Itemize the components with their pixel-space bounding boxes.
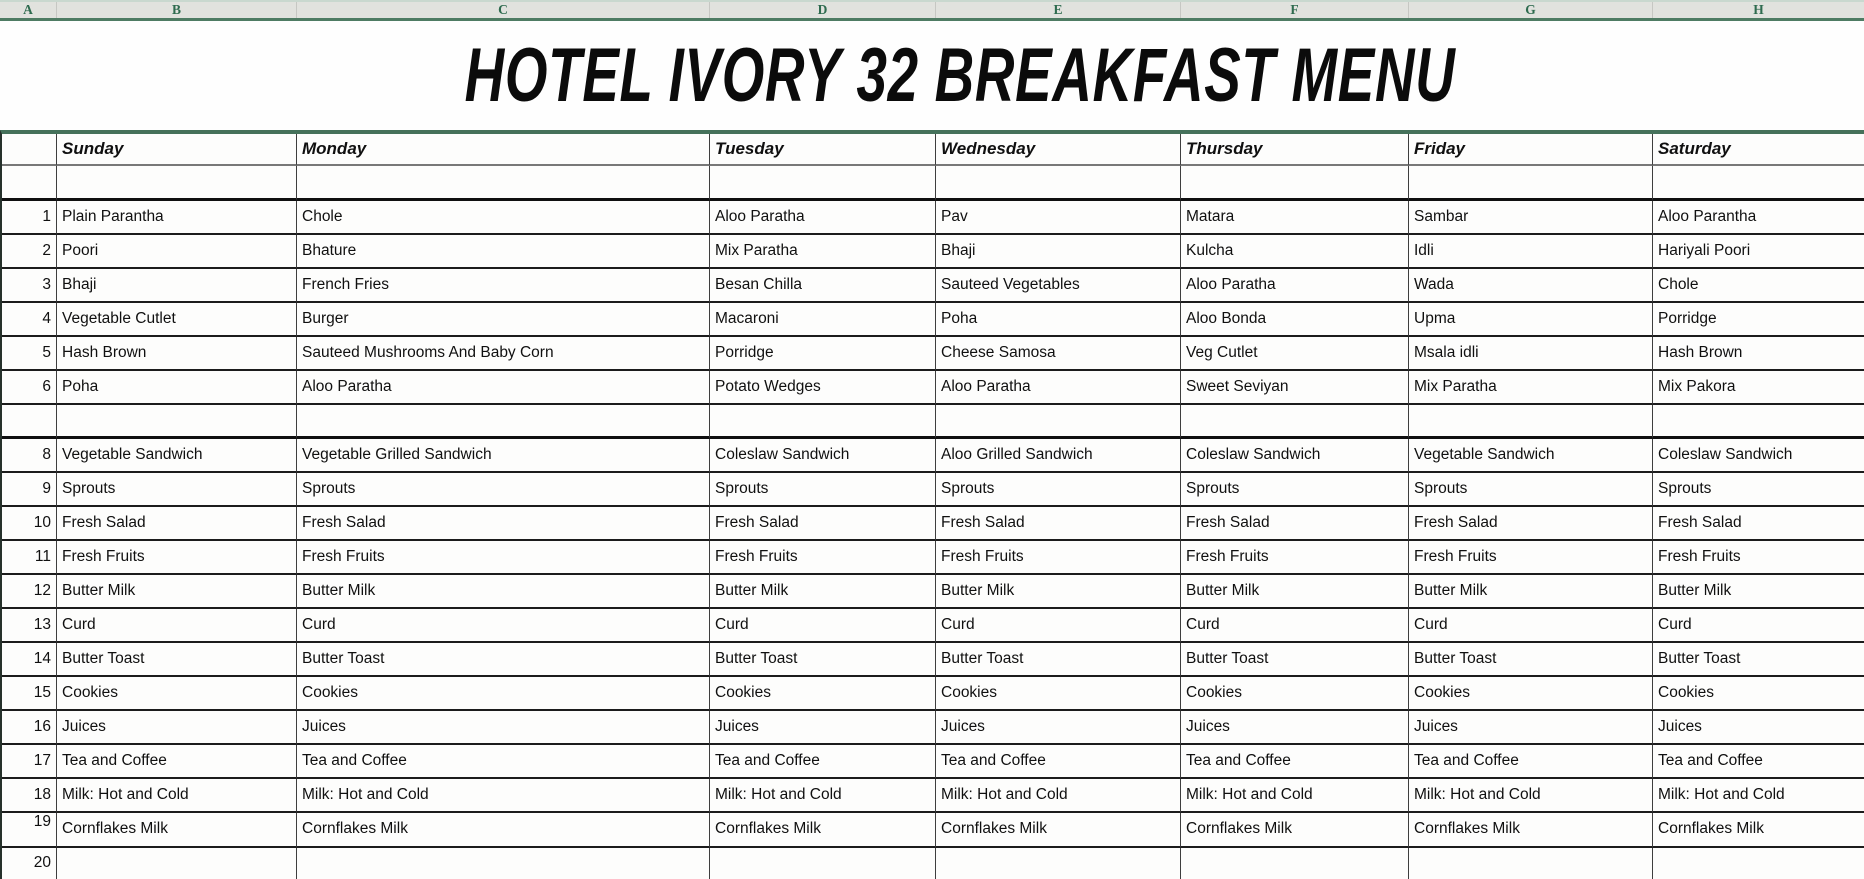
menu-cell[interactable]: Poori (57, 235, 297, 269)
menu-cell[interactable]: Milk: Hot and Cold (57, 779, 297, 813)
menu-cell[interactable]: Tea and Coffee (1181, 745, 1409, 779)
menu-cell[interactable]: Tea and Coffee (710, 745, 936, 779)
day-header-cell-friday[interactable]: Friday (1409, 134, 1653, 166)
menu-cell[interactable]: Cornflakes Milk (1653, 813, 1864, 848)
menu-cell[interactable]: Vegetable Sandwich (1409, 439, 1653, 473)
menu-cell[interactable] (936, 166, 1181, 201)
table-row (2, 711, 1864, 745)
menu-cell[interactable]: Sprouts (1653, 473, 1864, 507)
menu-cell[interactable]: Tea and Coffee (297, 745, 710, 779)
menu-cell[interactable]: Vegetable Grilled Sandwich (297, 439, 710, 473)
menu-cell[interactable]: Cookies (1409, 677, 1653, 711)
menu-cell[interactable]: Porridge (1653, 303, 1864, 337)
table-row (2, 643, 1864, 677)
day-header-cell-tuesday[interactable]: Tuesday (710, 134, 936, 166)
row-number-cell[interactable]: 11 (2, 541, 57, 575)
menu-cell[interactable]: Butter Toast (710, 643, 936, 677)
menu-cell[interactable] (297, 405, 710, 439)
row-number-cell[interactable] (2, 134, 57, 166)
day-header-row (2, 134, 1864, 166)
menu-cell[interactable]: Sweet Seviyan (1181, 371, 1409, 405)
table-row (2, 371, 1864, 405)
menu-cell[interactable]: Bhature (297, 235, 710, 269)
row-number-cell[interactable]: 16 (2, 711, 57, 745)
menu-cell[interactable]: Juices (710, 711, 936, 745)
menu-cell[interactable]: Butter Milk (1653, 575, 1864, 609)
menu-cell[interactable]: Kulcha (1181, 235, 1409, 269)
menu-cell[interactable] (57, 848, 297, 879)
menu-cell[interactable] (1181, 405, 1409, 439)
table-row (2, 541, 1864, 575)
menu-cell[interactable]: Butter Milk (710, 575, 936, 609)
menu-cell[interactable]: Milk: Hot and Cold (297, 779, 710, 813)
table-row (2, 677, 1864, 711)
menu-cell[interactable]: Milk: Hot and Cold (936, 779, 1181, 813)
menu-cell[interactable]: Sprouts (297, 473, 710, 507)
menu-cell[interactable]: Bhaji (57, 269, 297, 303)
menu-cell[interactable]: Hash Brown (1653, 337, 1864, 371)
menu-cell[interactable]: Cookies (57, 677, 297, 711)
menu-cell[interactable]: Veg Cutlet (1181, 337, 1409, 371)
table-row (2, 813, 1864, 848)
menu-cell[interactable]: Sprouts (936, 473, 1181, 507)
menu-cell[interactable]: Aloo Bonda (1181, 303, 1409, 337)
menu-cell[interactable]: Butter Milk (297, 575, 710, 609)
menu-cell[interactable] (297, 166, 710, 201)
menu-cell[interactable]: Tea and Coffee (1653, 745, 1864, 779)
row-number-cell[interactable]: 2 (2, 235, 57, 269)
menu-cell[interactable] (936, 848, 1181, 879)
menu-cell[interactable]: Curd (297, 609, 710, 643)
table-row (2, 848, 1864, 879)
menu-cell[interactable]: Cookies (710, 677, 936, 711)
table-row (2, 201, 1864, 235)
menu-cell[interactable]: Juices (297, 711, 710, 745)
menu-cell[interactable]: Cornflakes Milk (1181, 813, 1409, 848)
menu-cell[interactable]: Cornflakes Milk (710, 813, 936, 848)
menu-cell[interactable]: Butter Toast (936, 643, 1181, 677)
menu-cell[interactable]: Cornflakes Milk (297, 813, 710, 848)
menu-cell[interactable]: Sprouts (710, 473, 936, 507)
menu-cell[interactable]: Aloo Paratha (710, 201, 936, 235)
row-number-cell[interactable]: 17 (2, 745, 57, 779)
column-header-F[interactable]: F (1181, 2, 1409, 18)
menu-cell[interactable] (1653, 848, 1864, 879)
menu-cell[interactable]: Fresh Salad (1653, 507, 1864, 541)
row-number-cell[interactable]: 19 (2, 813, 57, 848)
menu-cell[interactable]: Mix Pakora (1653, 371, 1864, 405)
menu-cell[interactable]: Matara (1181, 201, 1409, 235)
menu-cell[interactable]: Juices (936, 711, 1181, 745)
table-row (2, 303, 1864, 337)
row-number-cell[interactable]: 8 (2, 439, 57, 473)
menu-cell[interactable]: Fresh Fruits (57, 541, 297, 575)
menu-cell[interactable]: Sprouts (1181, 473, 1409, 507)
menu-cell[interactable]: Besan Chilla (710, 269, 936, 303)
menu-cell[interactable]: Pav (936, 201, 1181, 235)
menu-cell[interactable]: Msala idli (1409, 337, 1653, 371)
menu-cell[interactable]: Milk: Hot and Cold (1409, 779, 1653, 813)
menu-cell[interactable]: Butter Toast (57, 643, 297, 677)
menu-cell[interactable]: Fresh Fruits (710, 541, 936, 575)
menu-cell[interactable]: Butter Toast (297, 643, 710, 677)
menu-cell[interactable]: Macaroni (710, 303, 936, 337)
menu-cell[interactable] (710, 848, 936, 879)
menu-cell[interactable]: Upma (1409, 303, 1653, 337)
table-row (2, 745, 1864, 779)
menu-cell[interactable]: Sauteed Mushrooms And Baby Corn (297, 337, 710, 371)
breakfast-menu-table (0, 130, 1864, 879)
menu-cell[interactable]: Aloo Paratha (297, 371, 710, 405)
menu-cell[interactable]: Milk: Hot and Cold (1181, 779, 1409, 813)
menu-cell[interactable]: Sprouts (1409, 473, 1653, 507)
row-number-cell[interactable] (2, 405, 57, 439)
menu-cell[interactable]: Butter Milk (57, 575, 297, 609)
menu-cell[interactable]: Fresh Fruits (1653, 541, 1864, 575)
menu-cell[interactable]: Fresh Salad (1181, 507, 1409, 541)
table-row (2, 439, 1864, 473)
menu-cell[interactable]: Porridge (710, 337, 936, 371)
menu-cell[interactable]: Sauteed Vegetables (936, 269, 1181, 303)
row-number-cell[interactable]: 20 (2, 848, 57, 879)
menu-cell[interactable]: Fresh Salad (710, 507, 936, 541)
menu-cell[interactable]: Aloo Grilled Sandwich (936, 439, 1181, 473)
day-header-cell-monday[interactable]: Monday (297, 134, 710, 166)
menu-cell[interactable]: Hariyali Poori (1653, 235, 1864, 269)
menu-cell[interactable]: Cornflakes Milk (936, 813, 1181, 848)
row-number-cell[interactable]: 10 (2, 507, 57, 541)
column-header-H[interactable]: H (1753, 2, 1764, 18)
menu-cell[interactable]: Juices (57, 711, 297, 745)
menu-cell[interactable]: Poha (57, 371, 297, 405)
menu-cell[interactable]: Milk: Hot and Cold (710, 779, 936, 813)
menu-cell[interactable]: Butter Milk (1409, 575, 1653, 609)
menu-cell[interactable]: Chole (1653, 269, 1864, 303)
table-row (2, 235, 1864, 269)
column-header-E[interactable]: E (936, 2, 1181, 18)
menu-cell[interactable]: Curd (1181, 609, 1409, 643)
menu-cell[interactable]: Tea and Coffee (936, 745, 1181, 779)
row-number-cell[interactable]: 12 (2, 575, 57, 609)
menu-cell[interactable] (1409, 166, 1653, 201)
menu-cell[interactable]: Juices (1409, 711, 1653, 745)
menu-cell[interactable] (1181, 166, 1409, 201)
menu-cell[interactable]: Hash Brown (57, 337, 297, 371)
day-header-cell-saturday[interactable]: Saturday (1653, 134, 1864, 166)
menu-cell[interactable]: Mix Paratha (710, 235, 936, 269)
menu-cell[interactable]: Bhaji (936, 235, 1181, 269)
menu-cell[interactable]: Plain Parantha (57, 201, 297, 235)
menu-cell[interactable]: Potato Wedges (710, 371, 936, 405)
menu-cell[interactable]: Fresh Fruits (1409, 541, 1653, 575)
row-number-cell[interactable]: 13 (2, 609, 57, 643)
table-row (2, 779, 1864, 813)
table-row (2, 609, 1864, 643)
menu-cell[interactable] (57, 405, 297, 439)
menu-cell[interactable]: Cornflakes Milk (57, 813, 297, 848)
menu-cell[interactable]: Coleslaw Sandwich (1653, 439, 1864, 473)
table-row (2, 337, 1864, 371)
table-row (2, 507, 1864, 541)
menu-cell[interactable]: Fresh Fruits (297, 541, 710, 575)
menu-cell[interactable] (57, 166, 297, 201)
menu-cell[interactable]: Wada (1409, 269, 1653, 303)
row-number-cell[interactable]: 6 (2, 371, 57, 405)
menu-cell[interactable]: Sprouts (57, 473, 297, 507)
menu-cell[interactable]: Curd (710, 609, 936, 643)
row-number-cell[interactable]: 14 (2, 643, 57, 677)
menu-cell[interactable]: Fresh Salad (936, 507, 1181, 541)
day-header-cell-wednesday[interactable]: Wednesday (936, 134, 1181, 166)
column-header-G[interactable]: G (1409, 2, 1653, 18)
table-row (2, 405, 1864, 439)
row-number-cell[interactable]: 1 (2, 201, 57, 235)
row-number-cell[interactable]: 18 (2, 779, 57, 813)
menu-cell[interactable]: Tea and Coffee (1409, 745, 1653, 779)
menu-cell[interactable]: Curd (936, 609, 1181, 643)
table-row (2, 166, 1864, 201)
menu-cell[interactable]: Juices (1653, 711, 1864, 745)
table-row (2, 575, 1864, 609)
row-number-cell[interactable]: 3 (2, 269, 57, 303)
menu-cell[interactable]: Poha (936, 303, 1181, 337)
title-cell[interactable] (0, 21, 1864, 130)
column-header-C[interactable]: C (297, 2, 710, 18)
menu-cell[interactable]: Vegetable Cutlet (57, 303, 297, 337)
menu-cell[interactable]: Chole (297, 201, 710, 235)
menu-cell[interactable]: Fresh Salad (1409, 507, 1653, 541)
table-row (2, 269, 1864, 303)
menu-cell[interactable] (1653, 166, 1864, 201)
menu-cell[interactable]: Aloo Paratha (936, 371, 1181, 405)
menu-cell[interactable] (710, 405, 936, 439)
menu-cell[interactable]: Mix Paratha (1409, 371, 1653, 405)
menu-cell[interactable]: Tea and Coffee (57, 745, 297, 779)
menu-cell[interactable]: Idli (1409, 235, 1653, 269)
menu-cell[interactable]: Fresh Salad (297, 507, 710, 541)
column-letter-strip (0, 0, 1864, 21)
menu-cell[interactable]: Coleslaw Sandwich (1181, 439, 1409, 473)
page-title: HOTEL IVORY 32 BREAKFAST MENU (465, 33, 1456, 118)
menu-cell[interactable]: Butter Milk (1181, 575, 1409, 609)
menu-cell[interactable]: Vegetable Sandwich (57, 439, 297, 473)
menu-cell[interactable] (1181, 848, 1409, 879)
day-header-cell-thursday[interactable]: Thursday (1181, 134, 1409, 166)
menu-cell[interactable]: Fresh Fruits (936, 541, 1181, 575)
row-number-cell[interactable]: 9 (2, 473, 57, 507)
day-header-cell-sunday[interactable]: Sunday (57, 134, 297, 166)
table-row (2, 473, 1864, 507)
menu-cell[interactable]: Sambar (1409, 201, 1653, 235)
menu-cell[interactable] (936, 405, 1181, 439)
row-number-cell[interactable]: 15 (2, 677, 57, 711)
menu-cell[interactable]: Aloo Paratha (1181, 269, 1409, 303)
menu-cell[interactable] (1409, 405, 1653, 439)
menu-cell[interactable] (1653, 405, 1864, 439)
menu-cell[interactable]: Aloo Parantha (1653, 201, 1864, 235)
menu-cell[interactable]: Fresh Salad (57, 507, 297, 541)
menu-cell[interactable]: French Fries (297, 269, 710, 303)
menu-cell[interactable]: Curd (1653, 609, 1864, 643)
menu-cell[interactable]: Butter Toast (1181, 643, 1409, 677)
menu-cell[interactable] (710, 166, 936, 201)
menu-cell[interactable]: Burger (297, 303, 710, 337)
menu-cell[interactable]: Fresh Fruits (1181, 541, 1409, 575)
menu-cell[interactable]: Juices (1181, 711, 1409, 745)
menu-cell[interactable]: Cornflakes Milk (1409, 813, 1653, 848)
menu-cell[interactable] (297, 848, 710, 879)
row-number-cell[interactable] (2, 166, 57, 201)
column-header-D[interactable]: D (710, 2, 936, 18)
menu-cell[interactable]: Butter Toast (1409, 643, 1653, 677)
row-number-cell[interactable]: 4 (2, 303, 57, 337)
menu-cell[interactable]: Butter Milk (936, 575, 1181, 609)
menu-cell[interactable]: Cookies (1181, 677, 1409, 711)
column-header-A[interactable]: A (0, 2, 57, 18)
menu-cell[interactable]: Cookies (936, 677, 1181, 711)
row-number-cell[interactable]: 5 (2, 337, 57, 371)
column-header-B[interactable]: B (57, 2, 297, 18)
menu-cell[interactable]: Milk: Hot and Cold (1653, 779, 1864, 813)
menu-cell[interactable]: Curd (57, 609, 297, 643)
menu-cell[interactable] (1409, 848, 1653, 879)
menu-cell[interactable]: Cheese Samosa (936, 337, 1181, 371)
menu-cell[interactable]: Butter Toast (1653, 643, 1864, 677)
menu-cell[interactable]: Curd (1409, 609, 1653, 643)
menu-cell[interactable]: Cookies (1653, 677, 1864, 711)
menu-cell[interactable]: Cookies (297, 677, 710, 711)
menu-cell[interactable]: Coleslaw Sandwich (710, 439, 936, 473)
